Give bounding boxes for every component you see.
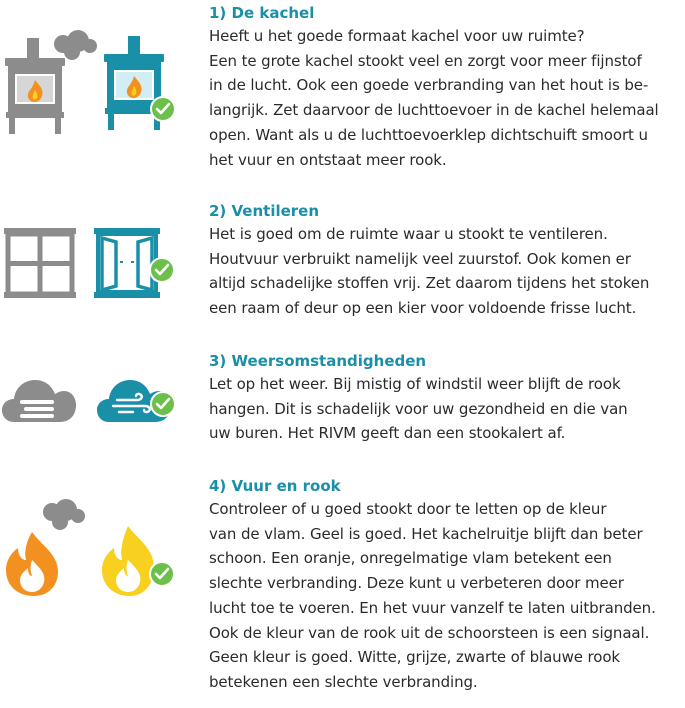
body-line: van de vlam. Geel is goed. Het kachelruitje blijft dan beter [209,524,643,543]
fire-smoke-text [209,475,685,695]
body-line: schoon. Een oranje, onregelmatige vlam betekent een [209,549,612,568]
body-line: Let op het weer. Bij mistig of windstil weer blijft de rook [209,375,621,393]
orange-flame-icon [2,498,88,598]
weather-text [209,350,685,446]
yellow-flame-icon [100,522,180,598]
body-line: open. Want als u de luchttoevoerklep dichtschuift smoort u [209,125,648,144]
section-heading: 1) De kachel [209,4,315,22]
section-heading: 4) Vuur en rook [209,477,341,495]
body-line: het vuur en ontstaat meer rook. [209,150,447,169]
body-line: Ook de kleur van de rook uit de schoorsteen is een signaal. [209,623,650,642]
section-heading: 2) Ventileren [209,202,320,220]
wind-cloud-icon [97,370,179,426]
body-line: slechte verbranding. Deze kunt u verbeteren door meer [209,574,624,593]
body-line: Een te grote kachel stookt veel en zorgt voor meer fijnstof [209,51,642,70]
closed-window-icon [4,228,76,298]
body-line: Houtvuur verbruikt namelijk veel zuurstof. Ook komen er [209,249,631,268]
body-line: uw buren. Het RIVM geeft dan een stookalert af. [209,424,566,443]
body-line: in de lucht. Ook een goede verbranding van het hout is be- [209,76,649,95]
body-line: langrijk. Zet daarvoor de luchttoevoer in de kachel helemaal [209,101,659,120]
fog-cloud-icon [2,372,76,424]
body-line: Controleer of u goed stookt door te letten op de kleur [209,500,607,518]
section-heading: 3) Weersomstandigheden [209,352,427,370]
ventilation-text [209,200,685,321]
stove-bad-icon [0,28,100,136]
body-line: Heeft u het goede formaat kachel voor uw ruimte? [209,27,585,45]
body-line: Geen kleur is goed. Witte, grijze, zwarte of blauwe rook [209,648,621,667]
body-line: een raam of deur op een kier voor voldoende frisse lucht. [209,299,637,318]
body-line: altijd schadelijke stoffen vrij. Zet daarom tijdens het stoken [209,274,650,293]
stove-good-icon [102,36,182,132]
stove-text [209,2,685,172]
body-line: Het is goed om de ruimte waar u stookt te ventileren. [209,225,608,243]
body-line: hangen. Dit is schadelijk voor uw gezondheid en die van [209,399,628,418]
body-line: betekenen een slechte verbranding. [209,672,478,691]
open-window-icon [94,228,178,300]
body-line: lucht toe te voeren. En het vuur vanzelf te laten uitbranden. [209,598,656,617]
